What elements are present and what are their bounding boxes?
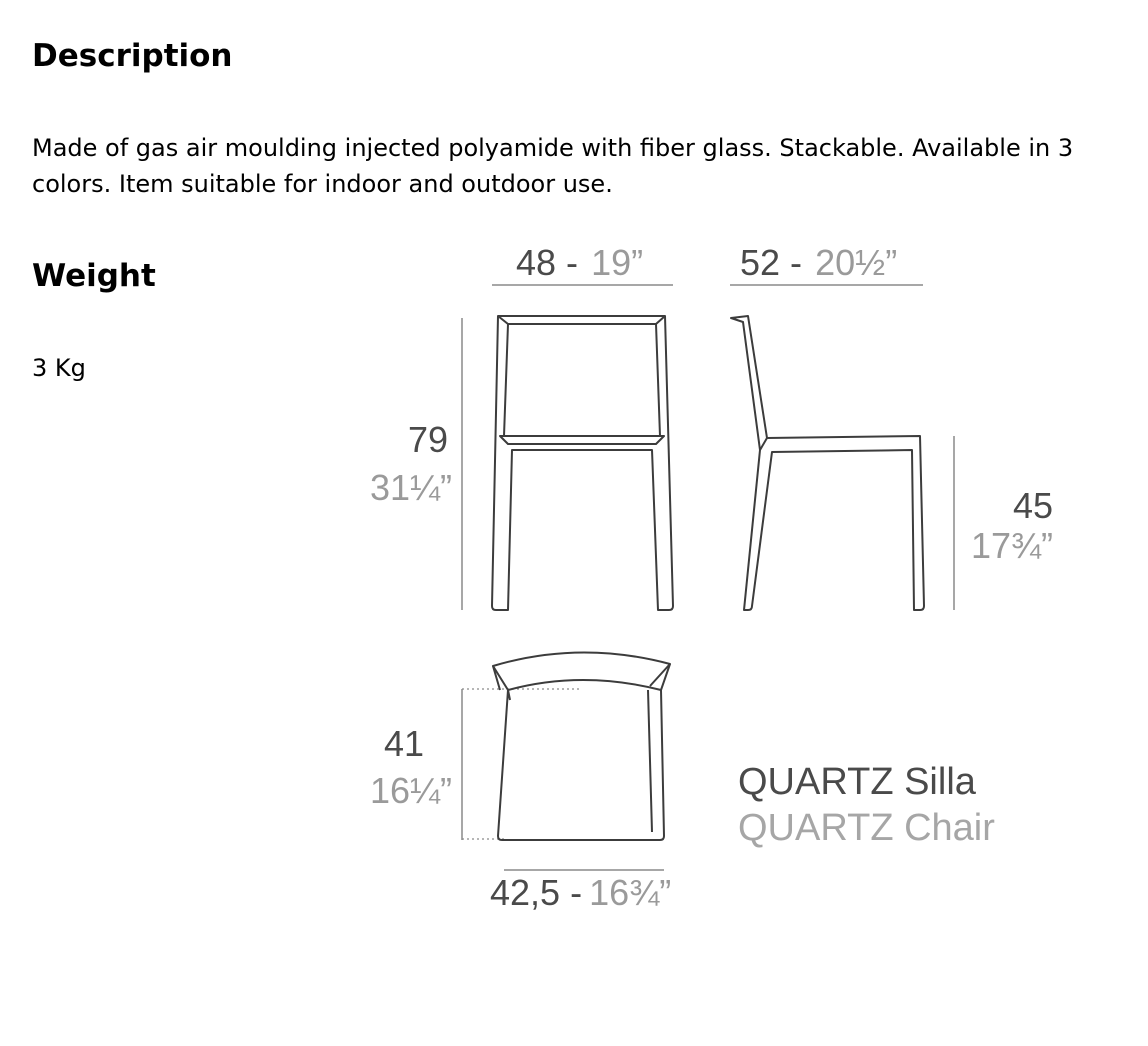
side-chair-outline xyxy=(731,316,924,610)
side-depth-metric: 52 - xyxy=(740,242,803,283)
top-view xyxy=(370,652,671,913)
product-name-en: QUARTZ Chair xyxy=(738,807,995,849)
front-chair-back xyxy=(498,316,665,324)
seat-depth-imperial: 16¼” xyxy=(369,770,452,811)
side-chair-seat-edge xyxy=(760,438,767,450)
front-width-metric: 48 - xyxy=(516,242,579,283)
front-width-label xyxy=(516,242,643,283)
front-chair-outline xyxy=(492,316,673,610)
seat-height-imperial: 17¾” xyxy=(970,525,1054,566)
top-chair-seat-edges xyxy=(508,690,652,832)
seat-width-metric: 42,5 - xyxy=(490,872,583,913)
seat-width-label xyxy=(490,872,671,913)
front-width-imperial: 19” xyxy=(591,242,644,283)
top-chair-backrest xyxy=(493,664,670,690)
total-height-imperial: 31¼” xyxy=(369,467,452,508)
total-height-metric: 79 xyxy=(407,419,448,460)
front-view xyxy=(370,242,673,610)
side-depth-imperial: 20½” xyxy=(815,242,898,283)
product-name-es: QUARTZ Silla xyxy=(738,761,976,803)
weight-heading: Weight xyxy=(32,258,156,294)
weight-value: 3 Kg xyxy=(32,354,86,382)
description-text: Made of gas air moulding injected polyamide with fiber glass. Stackable. Available in 3 colors. Item suitable for indoor and outdoor use. xyxy=(32,134,1074,198)
side-depth-label xyxy=(740,242,897,283)
side-view xyxy=(730,242,1053,610)
seat-depth-metric: 41 xyxy=(383,723,424,764)
description-heading: Description xyxy=(32,38,233,74)
front-chair-legs xyxy=(504,324,660,436)
seat-width-imperial: 16¾” xyxy=(589,872,672,913)
front-chair-seat xyxy=(500,436,664,444)
seat-height-metric: 45 xyxy=(1012,485,1054,526)
